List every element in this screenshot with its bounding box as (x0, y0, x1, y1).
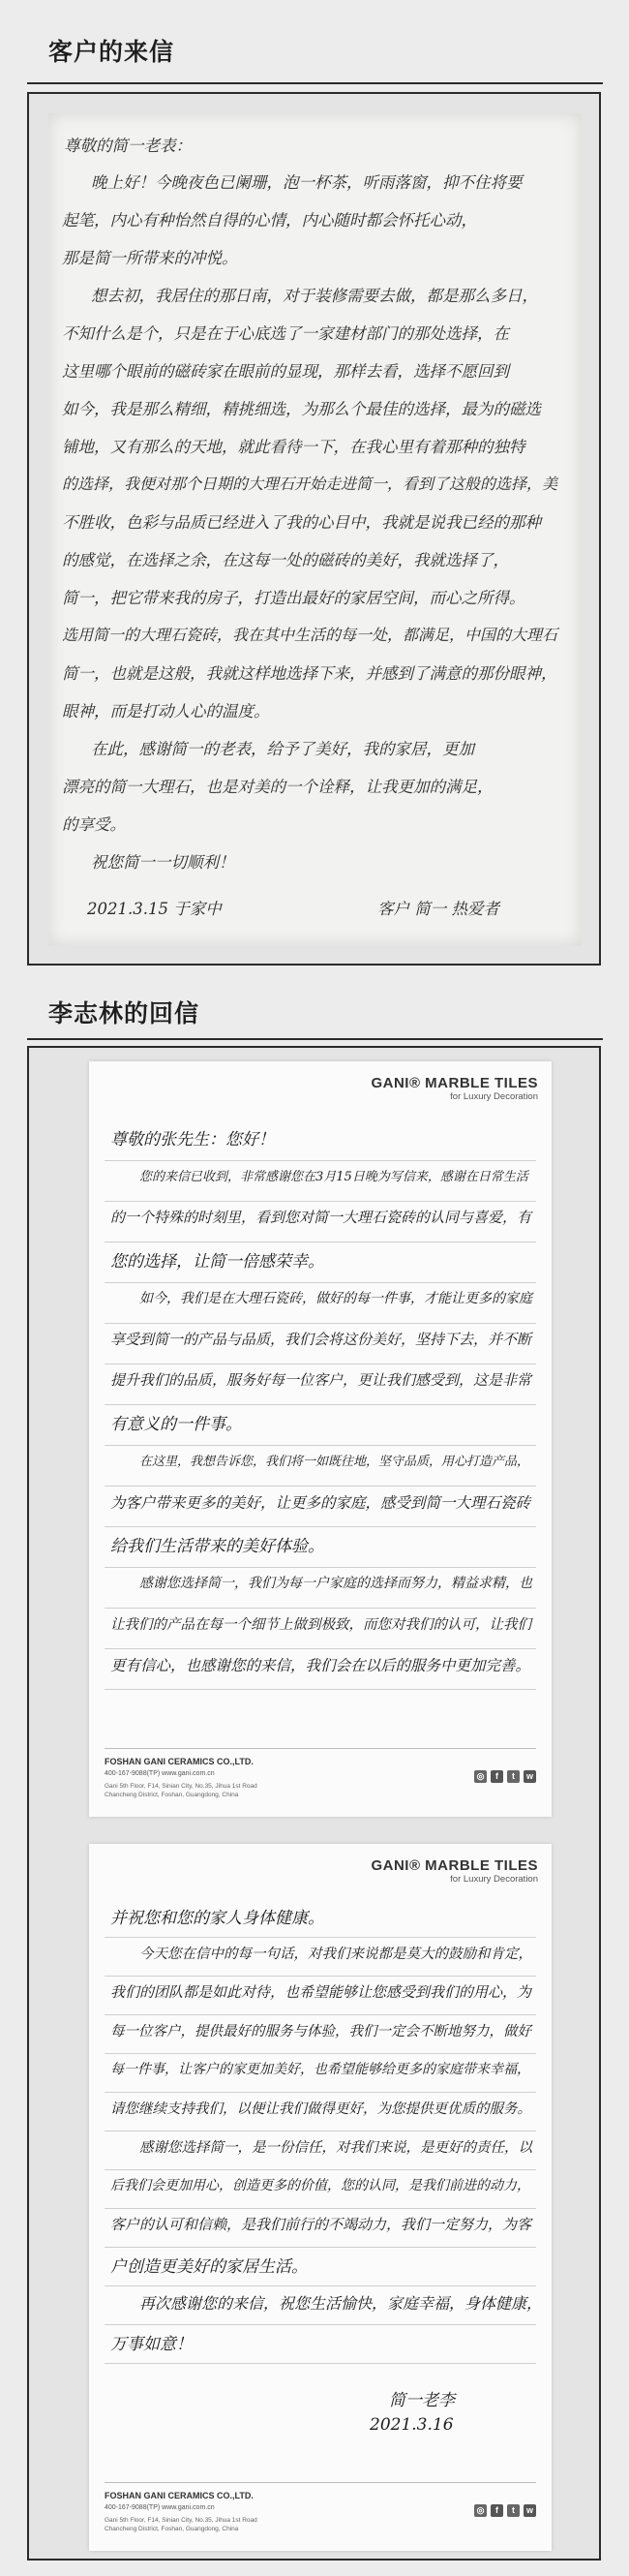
letter-line: 晚上好！今晚夜色已阑珊，泡一杯茶，听雨落窗，抑不住将要 (91, 173, 523, 192)
letter-line: 您的来信已收到，非常感谢您在3月15日晚为写信来，感谢在日常生活 (139, 1170, 528, 1184)
letter-date: 2021.3.15 于家中 (87, 900, 222, 918)
ruled-line (105, 1445, 536, 1446)
brand-name: GANI® MARBLE TILES (371, 1857, 538, 1874)
letter-line: 这里哪个眼前的磁砖家在眼前的显现，那样去看，选择不愿回到 (62, 362, 509, 381)
ruled-line (105, 1364, 536, 1365)
reply-date: 2021.3.16 (370, 2415, 454, 2435)
letterhead-page-1 (89, 1061, 552, 1817)
letter-line: 今天您在信中的每一句话，对我们来说都是莫大的鼓励和肯定， (139, 1947, 532, 1962)
letter-line: 的选择，我便对那个日期的大理石开始走进简一，看到了这般的选择，美 (62, 475, 558, 493)
letter-line: 如今，我们是在大理石瓷砖，做好的每一件事，才能让更多的家庭 (139, 1291, 532, 1306)
letter-line: 后我们会更加用心，创造更多的价值，您的认同，是我们前进的动力， (110, 2178, 530, 2193)
weibo-icon: ◎ (474, 2504, 487, 2517)
footer-company: FOSHAN GANI CERAMICS CO.,LTD. (105, 2491, 254, 2500)
letter-line: 选用简一的大理石瓷砖，我在其中生活的每一处，都满足，中国的大理石 (62, 626, 558, 644)
reply-signature: 简一老李 (389, 2391, 455, 2410)
ruled-line (105, 1689, 536, 1690)
letter-line: 客户的认可和信赖，是我们前行的不竭动力，我们一定努力，为客 (110, 2216, 532, 2233)
letterhead-footer (105, 1748, 536, 1807)
letter-line: 在此，感谢简一的老表，给予了美好，我的家居，更加 (91, 740, 474, 758)
footer-address-line1: Gani 5th Floor, F14, Sinian City, No.35, Jihua 1st Road (105, 2517, 257, 2524)
letter-line: 尊敬的张先生：您好！ (110, 1130, 275, 1150)
letterhead-footer (105, 2482, 536, 2541)
letter-line: 让我们的产品在每一个细节上做到极致，而您对我们的认可，让我们 (110, 1617, 531, 1633)
weibo-icon: ◎ (474, 1770, 487, 1783)
letter-line: 在这里，我想告诉您，我们将一如既往地，坚守品质，用心打造产品， (139, 1455, 530, 1469)
letter-line: 每一位客户，提供最好的服务与体验，我们一定会不断地努力，做好 (110, 2024, 531, 2039)
ruled-line (105, 1323, 536, 1324)
letter-line: 请您继续支持我们，以便让我们做得更好，为您提供更优质的服务。 (110, 2101, 531, 2117)
letter-line: 的享受。 (62, 815, 126, 834)
letterhead-page-2 (89, 1844, 552, 2551)
facebook-icon: f (491, 1770, 503, 1783)
ruled-line (105, 2208, 536, 2209)
ruled-line (105, 2053, 536, 2054)
footer-address-line2: Chancheng District, Foshan, Guangdong, China (105, 2526, 239, 2532)
letter-line: 户创造更美好的家居生活。 (110, 2257, 308, 2277)
twitter-icon: t (507, 1770, 520, 1783)
twitter-icon: t (507, 2504, 520, 2517)
ruled-line (105, 2092, 536, 2093)
letter-line: 每一件事，让客户的家更加美好，也希望能够给更多的家庭带来幸福， (110, 2062, 530, 2077)
ruled-line (105, 2324, 536, 2325)
section-divider (27, 82, 603, 84)
letter-line: 提升我们的品质，服务好每一位客户，更让我们感受到，这是非常 (110, 1371, 532, 1389)
letter-line: 简一，把它带来我的房子，打造出最好的家居空间，而心之所得。 (62, 589, 525, 607)
ruled-line (105, 1648, 536, 1649)
wechat-icon: w (524, 2504, 536, 2517)
letter-line: 那是简一所带来的冲悦。 (62, 249, 238, 267)
letter-line: 不胜收，色彩与品质已经进入了我的心目中，我就是说我已经的那种 (62, 513, 541, 532)
letter-greeting: 尊敬的简一老表： (64, 137, 192, 155)
footer-address (105, 1782, 257, 1799)
ruled-line (105, 2247, 536, 2248)
brand-tagline: for Luxury Decoration (450, 1091, 538, 1102)
ruled-line (105, 1526, 536, 1527)
ruled-line (105, 1937, 536, 1938)
ruled-line (105, 1201, 536, 1202)
footer-address-line1: Gani 5th Floor, F14, Sinian City, No.35, Jihua 1st Road (105, 1783, 257, 1790)
letter-line: 眼神，而是打动人心的温度。 (62, 702, 270, 721)
section-divider (27, 1038, 603, 1040)
letter-line: 我们的团队都是如此对待，也希望能够让您感受到我们的用心，为 (110, 1983, 532, 2001)
ruled-line (105, 1567, 536, 1568)
letter-line: 的一个特殊的时刻里，看到您对简一大理石瓷砖的认同与喜爱，有 (110, 1209, 532, 1226)
brand-name: GANI® MARBLE TILES (371, 1075, 538, 1091)
letter-signature: 客户 简一 热爱者 (377, 900, 499, 918)
footer-address-line2: Chancheng District, Foshan, Guangdong, China (105, 1792, 239, 1798)
letter-line: 感谢您选择简一，我们为每一户家庭的选择而努力，精益求精，也 (139, 1576, 532, 1591)
ruled-line (105, 1608, 536, 1609)
letter-line: 祝您简一一切顺利！ (91, 853, 235, 872)
facebook-icon: f (491, 2504, 503, 2517)
ruled-line (105, 1976, 536, 1977)
footer-company: FOSHAN GANI CERAMICS CO.,LTD. (105, 1757, 254, 1766)
letter-line: 如今，我是那么精细，精挑细选，为那么个最佳的选择，最为的磁选 (62, 400, 541, 418)
footer-address (105, 2516, 257, 2533)
brand-tagline: for Luxury Decoration (450, 1874, 538, 1885)
social-icons (474, 2504, 536, 2517)
reply-letter-frame (27, 1046, 601, 2561)
letter-line: 更有信心，也感谢您的来信，我们会在以后的服务中更加完善。 (110, 1657, 531, 1674)
brand-logo (371, 1857, 538, 1885)
section-title-customer-letter: 客户的来信 (48, 38, 175, 66)
letter-line: 的感觉，在选择之余，在这每一处的磁砖的美好，我就选择了， (62, 551, 509, 569)
customer-letter-frame (27, 92, 601, 966)
letter-line: 享受到简一的产品与品质，我们会将这份美好，坚持下去，并不断 (110, 1331, 532, 1348)
letter-line: 感谢您选择简一，是一份信任，对我们来说，是更好的责任，以 (139, 2140, 532, 2156)
ruled-line (105, 2014, 536, 2015)
letter-line: 铺地，又有那么的天地，就此看待一下，在我心里有着那种的独特 (62, 438, 525, 456)
social-icons (474, 1770, 536, 1783)
ruled-line (105, 2285, 536, 2286)
footer-contact: 400-167-9088(TP) www.gani.com.cn (105, 2504, 215, 2511)
letter-line: 再次感谢您的来信，祝您生活愉快，家庭幸福，身体健康， (139, 2294, 543, 2313)
letter-line: 您的选择，让简一倍感荣幸。 (110, 1252, 324, 1272)
ruled-line (105, 1486, 536, 1487)
letter-line: 为客户带来更多的美好，让更多的家庭，感受到简一大理石瓷砖 (110, 1494, 531, 1512)
letter-line: 有意义的一件事。 (110, 1415, 242, 1434)
section-title-reply-letter: 李志林的回信 (48, 999, 200, 1027)
wechat-icon: w (524, 1770, 536, 1783)
letter-line: 简一，也就是这般，我就这样地选择下来，并感到了满意的那份眼神， (62, 664, 557, 683)
letter-line: 不知什么是个，只是在于心底选了一家建材部门的那处选择，在 (62, 324, 509, 343)
ruled-line (105, 2363, 536, 2364)
letter-line: 万事如意！ (110, 2335, 193, 2354)
ruled-line (105, 1404, 536, 1405)
letter-line: 起笔，内心有种怡然自得的心情，内心随时都会怀托心动， (62, 211, 477, 230)
letter-line: 想去初，我居住的那日南，对于装修需要去做，都是那么多日， (91, 287, 538, 305)
ruled-line (105, 1282, 536, 1283)
brand-logo (371, 1075, 538, 1102)
letter-line: 给我们生活带来的美好体验。 (110, 1537, 324, 1556)
handwritten-letter-paper (48, 113, 582, 946)
footer-contact: 400-167-9088(TP) www.gani.com.cn (105, 1770, 215, 1777)
letter-line: 漂亮的简一大理石，也是对美的一个诠释，让我更加的满足， (62, 778, 494, 796)
ruled-line (105, 2169, 536, 2170)
letter-line: 并祝您和您的家人身体健康。 (110, 1909, 324, 1928)
ruled-line (105, 1160, 536, 1161)
